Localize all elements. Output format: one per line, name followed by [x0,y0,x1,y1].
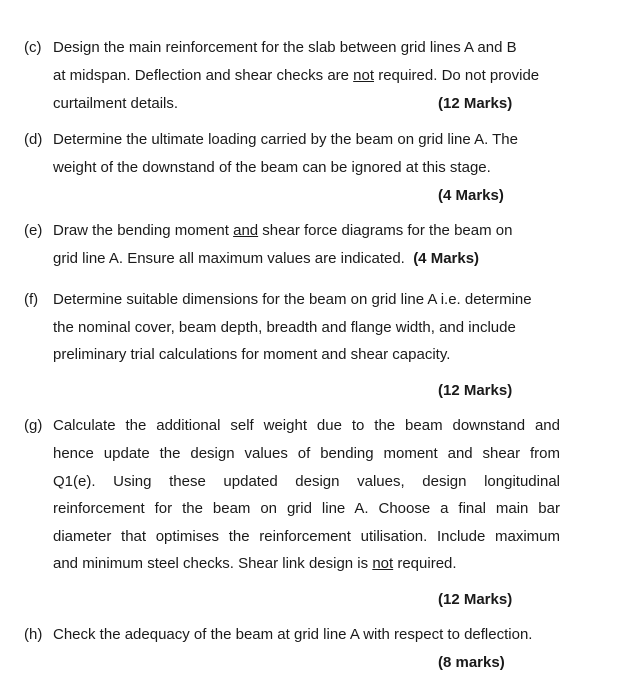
question-text-line: diameter that optimises the reinforcement utilisation. Include maximum [53,528,560,545]
underlined-word: not [353,67,375,84]
question-label: (g) [24,417,43,434]
underlined-word: and [233,222,259,239]
marks-label: (12 Marks) [438,382,513,399]
marks-label: (12 Marks) [438,591,513,608]
question-text-line: hence update the design values of bending moment and shear from [53,445,560,462]
marks-label: (4 Marks) [438,187,504,204]
marks-label: (8 marks) [438,654,505,671]
text-span: required. Do not provide [374,67,540,84]
question-text-line: Determine the ultimate loading carried by the beam on grid line A. The [53,131,518,148]
question-label: (e) [24,222,43,239]
question-text-line: Calculate the additional self weight due to the beam downstand and [53,417,560,434]
question-text-line [53,222,512,240]
underlined-word: not [372,555,394,572]
question-label: (h) [24,626,43,643]
question-label: (d) [24,131,43,148]
question-text-line: weight of the downstand of the beam can be ignored at this stage. [53,159,491,176]
question-text-line: Determine suitable dimensions for the beam on grid line A i.e. determine [53,291,532,308]
question-text-line [53,39,517,57]
question-label: (f) [24,291,39,308]
text-span: shear force diagrams for the beam on [258,222,513,239]
question-text-line: Q1(e). Using these updated design values, design longitudinal [53,473,560,490]
question-text-line: reinforcement for the beam on grid line A. Choose a final main bar [53,500,560,517]
question-text-line: the nominal cover, beam depth, breadth and flange width, and include [53,319,516,336]
text-span: grid line A. Ensure all maximum values are indicated. [53,250,405,267]
question-text-line [53,67,539,85]
question-text-line [53,250,479,268]
question-text-line [53,555,457,573]
question-text-line: Check the adequacy of the beam at grid line A with respect to deflection. [53,626,533,643]
marks-label: (4 Marks) [413,250,480,267]
marks-label: (12 Marks) [438,95,513,112]
text-span: Design the main reinforcement for the slab between grid lines A and B [53,39,517,56]
text-span: at midspan. Deflection and shear checks are [53,67,354,84]
text-span: and minimum steel checks. Shear link design is [53,555,373,572]
question-label: (c) [24,39,42,56]
question-text-line: curtailment details. [53,95,179,112]
text-span: required. [393,555,457,572]
question-text-line: preliminary trial calculations for moment and shear capacity. [53,346,451,363]
text-span: Draw the bending moment [53,222,234,239]
